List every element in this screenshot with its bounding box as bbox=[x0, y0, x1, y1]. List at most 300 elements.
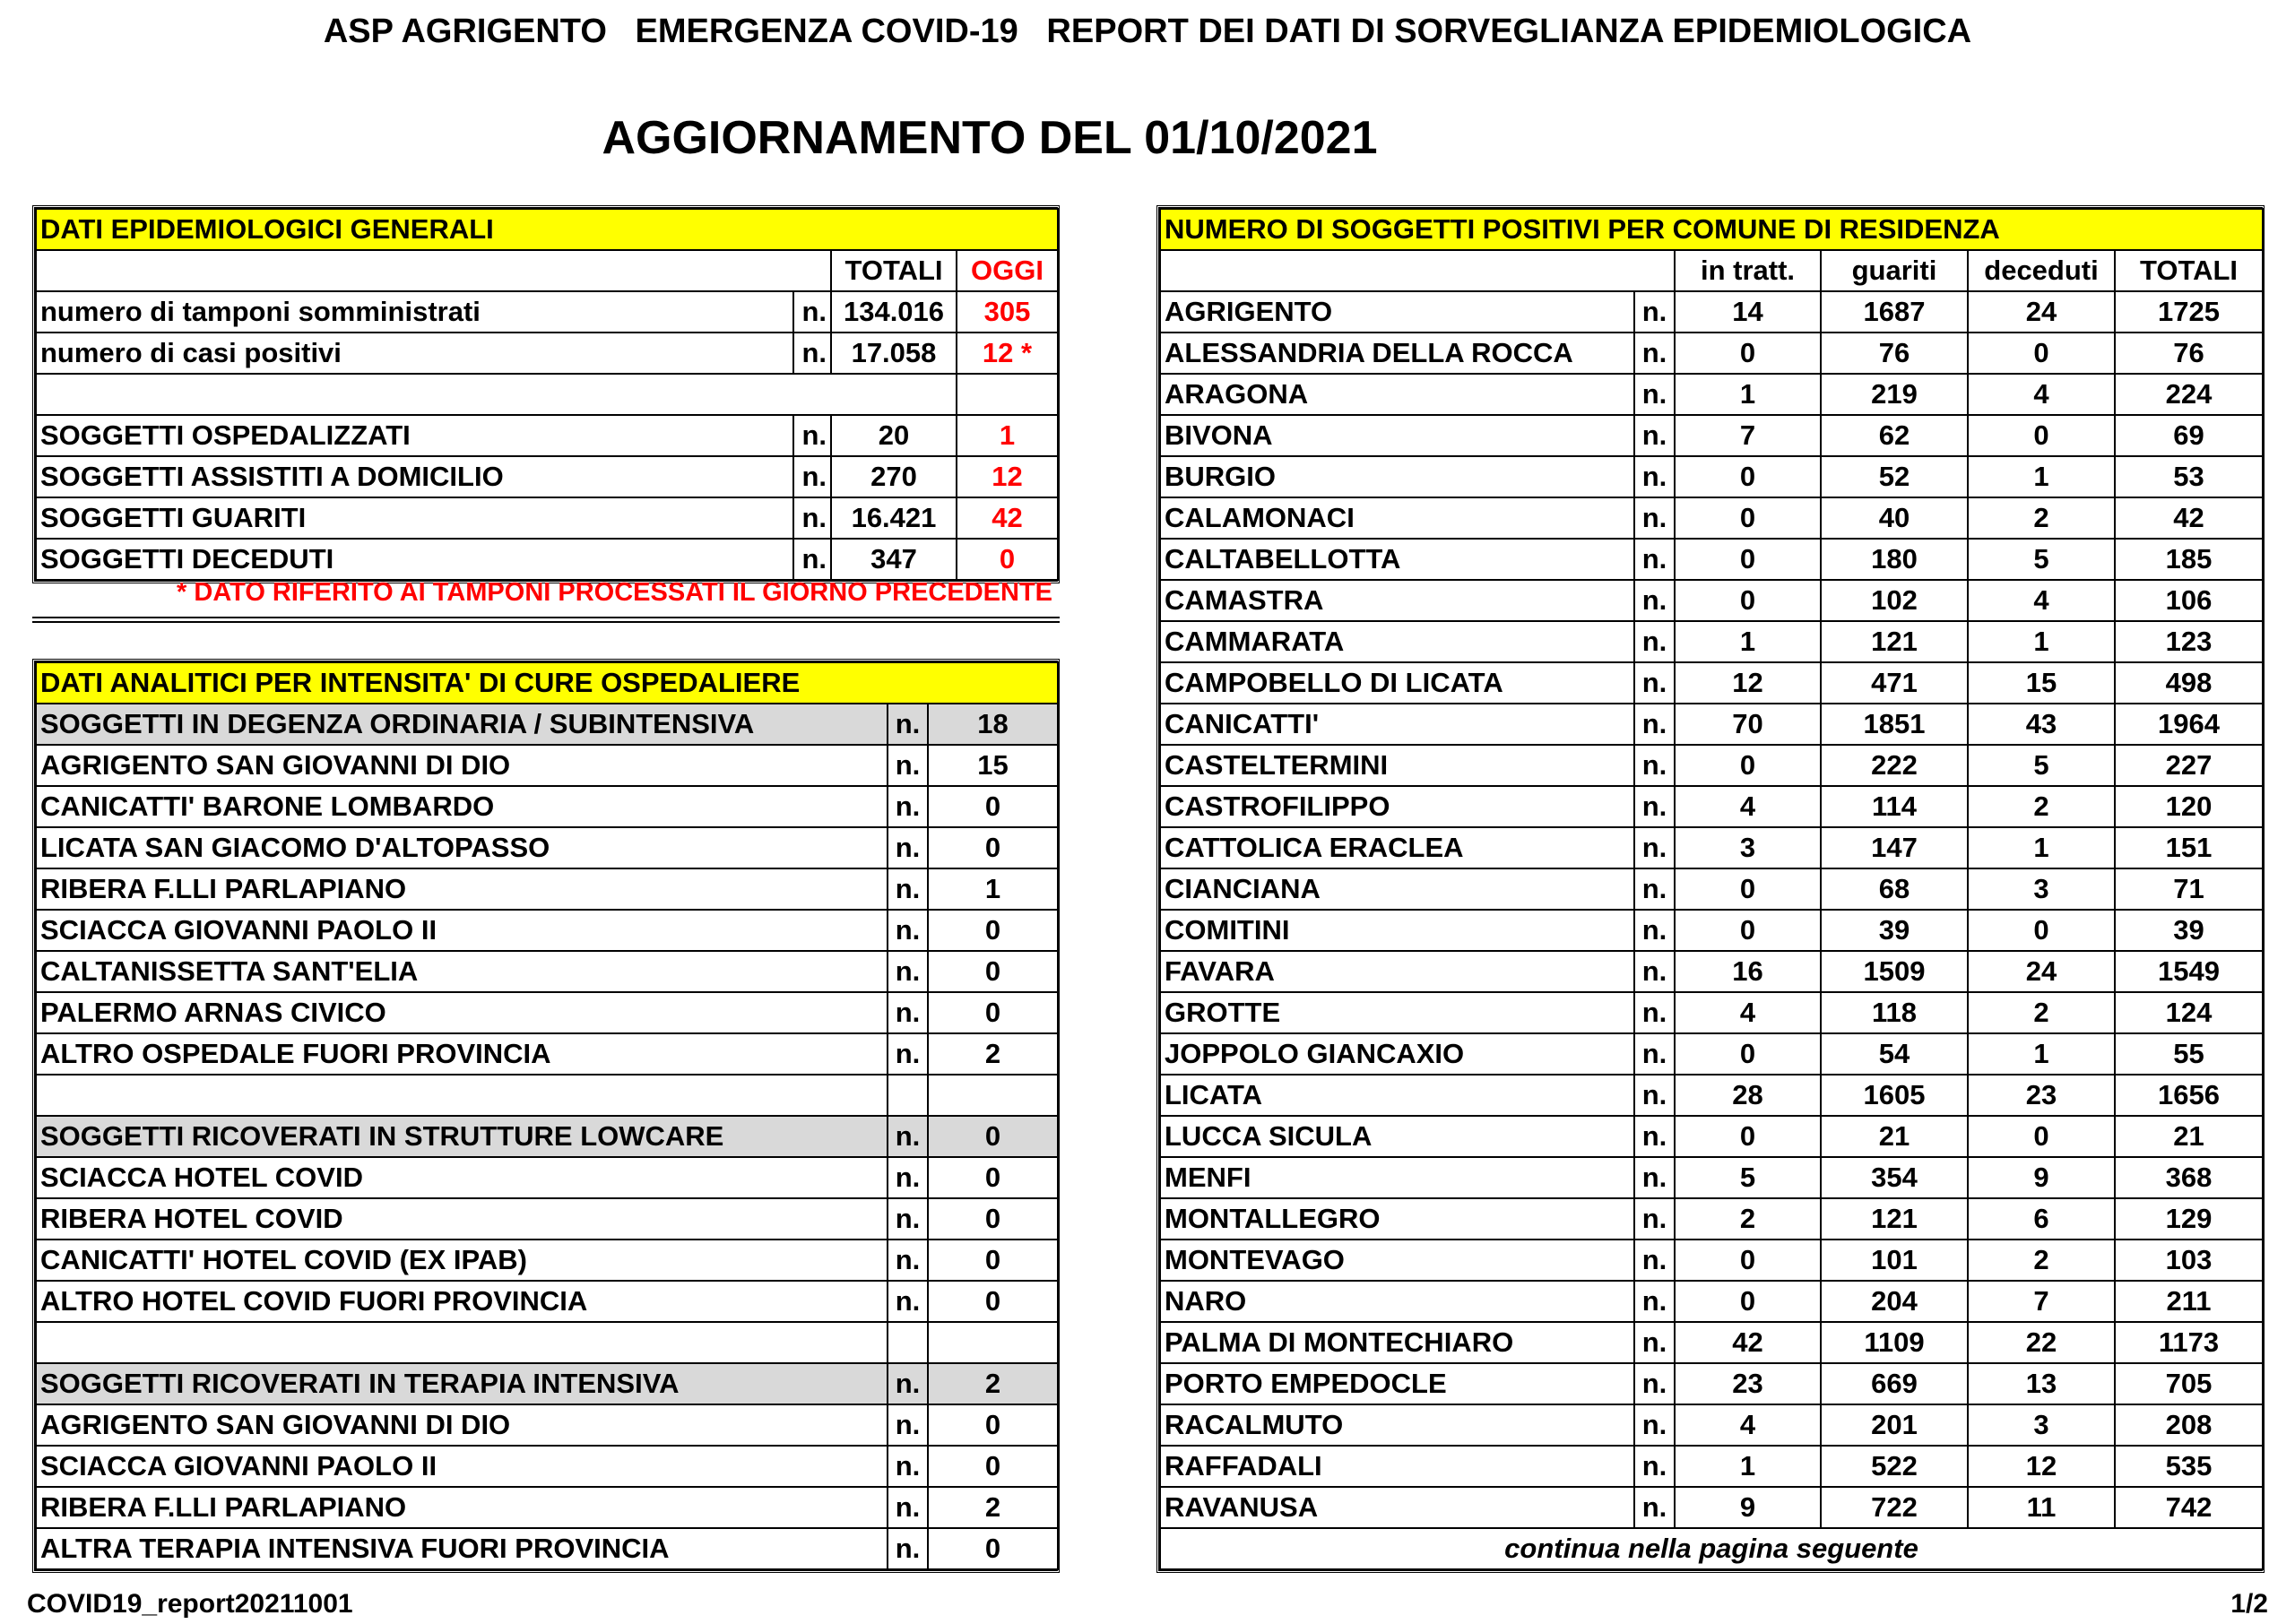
totali-value: 21 bbox=[2115, 1116, 2263, 1157]
guariti-value: 219 bbox=[1821, 374, 1968, 415]
n-marker: n. bbox=[1634, 745, 1675, 786]
in-tratt-value: 12 bbox=[1675, 662, 1821, 704]
n-marker: n. bbox=[1634, 291, 1675, 333]
hospital-value: 0 bbox=[928, 951, 1058, 992]
comune-name: CATTOLICA ERACLEA bbox=[1160, 827, 1634, 868]
hospital-row bbox=[36, 951, 1058, 992]
hospital-row bbox=[36, 1487, 1058, 1528]
municipal-row bbox=[1160, 580, 2263, 621]
hospital-row bbox=[36, 745, 1058, 786]
hospital-label bbox=[36, 1075, 888, 1116]
n-marker: n. bbox=[888, 910, 928, 951]
totali-value: 742 bbox=[2115, 1487, 2263, 1528]
general-label: SOGGETTI DECEDUTI bbox=[36, 539, 793, 580]
guariti-value: 522 bbox=[1821, 1446, 1968, 1487]
header-blank bbox=[1160, 250, 1675, 291]
n-marker: n. bbox=[793, 539, 831, 580]
guariti-value: 669 bbox=[1821, 1363, 1968, 1404]
in-tratt-value: 0 bbox=[1675, 539, 1821, 580]
col-guariti: guariti bbox=[1821, 250, 1968, 291]
in-tratt-value: 1 bbox=[1675, 621, 1821, 662]
municipal-row bbox=[1160, 992, 2263, 1033]
in-tratt-value: 0 bbox=[1675, 868, 1821, 910]
hospital-value: 2 bbox=[928, 1033, 1058, 1075]
totali-value: 42 bbox=[2115, 497, 2263, 539]
n-marker: n. bbox=[1634, 951, 1675, 992]
deceduti-value: 2 bbox=[1968, 786, 2115, 827]
in-tratt-value: 0 bbox=[1675, 910, 1821, 951]
spacer-row bbox=[36, 374, 957, 415]
hospital-group-row bbox=[36, 1363, 1058, 1404]
in-tratt-value: 3 bbox=[1675, 827, 1821, 868]
general-label: numero di casi positivi bbox=[36, 333, 793, 374]
comune-name: MENFI bbox=[1160, 1157, 1634, 1198]
hospital-label: AGRIGENTO SAN GIOVANNI DI DIO bbox=[36, 745, 888, 786]
in-tratt-value: 0 bbox=[1675, 1033, 1821, 1075]
municipal-row bbox=[1160, 1116, 2263, 1157]
general-row bbox=[36, 456, 1058, 497]
n-marker: n. bbox=[1634, 1240, 1675, 1281]
guariti-value: 40 bbox=[1821, 497, 1968, 539]
comune-name: CANICATTI' bbox=[1160, 704, 1634, 745]
hospital-value: 0 bbox=[928, 786, 1058, 827]
comune-name: CASTELTERMINI bbox=[1160, 745, 1634, 786]
municipal-row bbox=[1160, 1157, 2263, 1198]
hospital-row bbox=[36, 910, 1058, 951]
hospital-value: 0 bbox=[928, 1198, 1058, 1240]
municipal-row bbox=[1160, 374, 2263, 415]
hospital-value: 1 bbox=[928, 868, 1058, 910]
in-tratt-value: 42 bbox=[1675, 1322, 1821, 1363]
comune-name: ARAGONA bbox=[1160, 374, 1634, 415]
municipal-row bbox=[1160, 1363, 2263, 1404]
hospital-value: 0 bbox=[928, 1240, 1058, 1281]
general-data-title: DATI EPIDEMIOLOGICI GENERALI bbox=[36, 209, 1058, 250]
guariti-value: 1109 bbox=[1821, 1322, 1968, 1363]
comune-name: CIANCIANA bbox=[1160, 868, 1634, 910]
guariti-value: 722 bbox=[1821, 1487, 1968, 1528]
hospital-label: CANICATTI' BARONE LOMBARDO bbox=[36, 786, 888, 827]
continue-note: continua nella pagina seguente bbox=[1160, 1528, 2263, 1569]
in-tratt-value: 14 bbox=[1675, 291, 1821, 333]
hospital-label: RIBERA F.LLI PARLAPIANO bbox=[36, 1487, 888, 1528]
municipal-data-title: NUMERO DI SOGGETTI POSITIVI PER COMUNE DI RESIDENZA bbox=[1160, 209, 2263, 250]
hospital-value: 0 bbox=[928, 992, 1058, 1033]
n-marker: n. bbox=[888, 827, 928, 868]
totali-value: 39 bbox=[2115, 910, 2263, 951]
in-tratt-value: 0 bbox=[1675, 1240, 1821, 1281]
hospital-value: 0 bbox=[928, 1446, 1058, 1487]
hospital-value: 2 bbox=[928, 1363, 1058, 1404]
general-totali-value: 347 bbox=[831, 539, 957, 580]
deceduti-value: 24 bbox=[1968, 291, 2115, 333]
deceduti-value: 6 bbox=[1968, 1198, 2115, 1240]
n-marker: n. bbox=[1634, 456, 1675, 497]
hospital-label: SOGGETTI RICOVERATI IN STRUTTURE LOWCARE bbox=[36, 1116, 888, 1157]
n-marker bbox=[888, 1322, 928, 1363]
hospital-value bbox=[928, 1075, 1058, 1116]
totali-value: 106 bbox=[2115, 580, 2263, 621]
update-date-title: AGGIORNAMENTO DEL 01/10/2021 bbox=[602, 112, 1378, 164]
n-marker: n. bbox=[1634, 1033, 1675, 1075]
municipal-row bbox=[1160, 951, 2263, 992]
municipal-row bbox=[1160, 1322, 2263, 1363]
hospital-value: 0 bbox=[928, 1281, 1058, 1322]
comune-name: NARO bbox=[1160, 1281, 1634, 1322]
n-marker: n. bbox=[1634, 1198, 1675, 1240]
hospital-row bbox=[36, 1528, 1058, 1569]
hospital-label: PALERMO ARNAS CIVICO bbox=[36, 992, 888, 1033]
hospital-value: 0 bbox=[928, 827, 1058, 868]
hospital-row bbox=[36, 992, 1058, 1033]
comune-name: CAMPOBELLO DI LICATA bbox=[1160, 662, 1634, 704]
n-marker: n. bbox=[1634, 1446, 1675, 1487]
hospital-label: RIBERA HOTEL COVID bbox=[36, 1198, 888, 1240]
guariti-value: 201 bbox=[1821, 1404, 1968, 1446]
guariti-value: 471 bbox=[1821, 662, 1968, 704]
n-marker: n. bbox=[888, 1033, 928, 1075]
deceduti-value: 43 bbox=[1968, 704, 2115, 745]
footer-page-number: 1/2 bbox=[2230, 1589, 2268, 1619]
hospital-data-table bbox=[35, 661, 1059, 1570]
hospital-row bbox=[36, 868, 1058, 910]
n-marker: n. bbox=[1634, 333, 1675, 374]
n-marker: n. bbox=[793, 291, 831, 333]
n-marker: n. bbox=[793, 415, 831, 456]
hospital-value: 0 bbox=[928, 1404, 1058, 1446]
in-tratt-value: 16 bbox=[1675, 951, 1821, 992]
municipal-row bbox=[1160, 415, 2263, 456]
general-label: SOGGETTI GUARITI bbox=[36, 497, 793, 539]
hospital-value: 15 bbox=[928, 745, 1058, 786]
comune-name: PALMA DI MONTECHIARO bbox=[1160, 1322, 1634, 1363]
general-row bbox=[36, 415, 1058, 456]
comune-name: JOPPOLO GIANCAXIO bbox=[1160, 1033, 1634, 1075]
deceduti-value: 5 bbox=[1968, 539, 2115, 580]
comune-name: LICATA bbox=[1160, 1075, 1634, 1116]
municipal-row bbox=[1160, 910, 2263, 951]
spacer-row bbox=[36, 1075, 1058, 1116]
n-marker: n. bbox=[1634, 868, 1675, 910]
n-marker: n. bbox=[1634, 827, 1675, 868]
deceduti-value: 1 bbox=[1968, 827, 2115, 868]
municipal-row bbox=[1160, 1240, 2263, 1281]
hospital-label: ALTRO HOTEL COVID FUORI PROVINCIA bbox=[36, 1281, 888, 1322]
deceduti-value: 23 bbox=[1968, 1075, 2115, 1116]
hospital-value: 2 bbox=[928, 1487, 1058, 1528]
totali-value: 1549 bbox=[2115, 951, 2263, 992]
guariti-value: 147 bbox=[1821, 827, 1968, 868]
hospital-group-row bbox=[36, 704, 1058, 745]
totali-value: 211 bbox=[2115, 1281, 2263, 1322]
col-in-tratt: in tratt. bbox=[1675, 250, 1821, 291]
general-label: SOGGETTI OSPEDALIZZATI bbox=[36, 415, 793, 456]
comune-name: RAVANUSA bbox=[1160, 1487, 1634, 1528]
hospital-label: ALTRA TERAPIA INTENSIVA FUORI PROVINCIA bbox=[36, 1528, 888, 1569]
hospital-row bbox=[36, 1446, 1058, 1487]
guariti-value: 1851 bbox=[1821, 704, 1968, 745]
general-data-frame bbox=[32, 205, 1060, 583]
guariti-value: 121 bbox=[1821, 621, 1968, 662]
hospital-data-title: DATI ANALITICI PER INTENSITA' DI CURE OSPEDALIERE bbox=[36, 662, 1058, 704]
deceduti-value: 0 bbox=[1968, 415, 2115, 456]
hospital-value bbox=[928, 1322, 1058, 1363]
general-row bbox=[36, 539, 1058, 580]
n-marker: n. bbox=[888, 1240, 928, 1281]
in-tratt-value: 4 bbox=[1675, 1404, 1821, 1446]
hospital-value: 0 bbox=[928, 1116, 1058, 1157]
in-tratt-value: 4 bbox=[1675, 786, 1821, 827]
n-marker: n. bbox=[1634, 1363, 1675, 1404]
general-oggi-value: 12 bbox=[957, 456, 1058, 497]
municipal-row bbox=[1160, 1075, 2263, 1116]
municipal-row bbox=[1160, 1198, 2263, 1240]
comune-name: MONTEVAGO bbox=[1160, 1240, 1634, 1281]
hospital-row bbox=[36, 786, 1058, 827]
totali-value: 53 bbox=[2115, 456, 2263, 497]
n-marker: n. bbox=[1634, 621, 1675, 662]
deceduti-value: 12 bbox=[1968, 1446, 2115, 1487]
totali-value: 1725 bbox=[2115, 291, 2263, 333]
guariti-value: 121 bbox=[1821, 1198, 1968, 1240]
guariti-value: 204 bbox=[1821, 1281, 1968, 1322]
totali-value: 1964 bbox=[2115, 704, 2263, 745]
municipal-row bbox=[1160, 1487, 2263, 1528]
in-tratt-value: 9 bbox=[1675, 1487, 1821, 1528]
hospital-label: AGRIGENTO SAN GIOVANNI DI DIO bbox=[36, 1404, 888, 1446]
n-marker: n. bbox=[1634, 1116, 1675, 1157]
municipal-data-table bbox=[1159, 208, 2264, 1570]
in-tratt-value: 0 bbox=[1675, 745, 1821, 786]
general-row bbox=[36, 291, 1058, 333]
in-tratt-value: 0 bbox=[1675, 1281, 1821, 1322]
comune-name: CAMASTRA bbox=[1160, 580, 1634, 621]
n-marker: n. bbox=[888, 745, 928, 786]
n-marker: n. bbox=[1634, 992, 1675, 1033]
general-totali-value: 20 bbox=[831, 415, 957, 456]
general-oggi-value: 1 bbox=[957, 415, 1058, 456]
spacer-cell bbox=[957, 374, 1058, 415]
totali-value: 185 bbox=[2115, 539, 2263, 580]
hospital-label: SCIACCA HOTEL COVID bbox=[36, 1157, 888, 1198]
n-marker: n. bbox=[888, 786, 928, 827]
municipal-row bbox=[1160, 291, 2263, 333]
n-marker: n. bbox=[793, 456, 831, 497]
deceduti-value: 24 bbox=[1968, 951, 2115, 992]
municipal-row bbox=[1160, 497, 2263, 539]
totali-value: 71 bbox=[2115, 868, 2263, 910]
deceduti-value: 4 bbox=[1968, 580, 2115, 621]
deceduti-value: 2 bbox=[1968, 992, 2115, 1033]
in-tratt-value: 2 bbox=[1675, 1198, 1821, 1240]
municipal-row bbox=[1160, 1281, 2263, 1322]
general-label: numero di tamponi somministrati bbox=[36, 291, 793, 333]
deceduti-value: 4 bbox=[1968, 374, 2115, 415]
municipal-row bbox=[1160, 704, 2263, 745]
deceduti-value: 1 bbox=[1968, 621, 2115, 662]
guariti-value: 118 bbox=[1821, 992, 1968, 1033]
deceduti-value: 1 bbox=[1968, 1033, 2115, 1075]
guariti-value: 21 bbox=[1821, 1116, 1968, 1157]
totali-value: 705 bbox=[2115, 1363, 2263, 1404]
comune-name: RACALMUTO bbox=[1160, 1404, 1634, 1446]
municipal-row bbox=[1160, 1404, 2263, 1446]
guariti-value: 54 bbox=[1821, 1033, 1968, 1075]
comune-name: PORTO EMPEDOCLE bbox=[1160, 1363, 1634, 1404]
n-marker: n. bbox=[1634, 539, 1675, 580]
header-blank bbox=[36, 250, 831, 291]
deceduti-value: 15 bbox=[1968, 662, 2115, 704]
comune-name: FAVARA bbox=[1160, 951, 1634, 992]
n-marker: n. bbox=[793, 333, 831, 374]
comune-name: GROTTE bbox=[1160, 992, 1634, 1033]
totali-value: 208 bbox=[2115, 1404, 2263, 1446]
general-totali-value: 270 bbox=[831, 456, 957, 497]
n-marker: n. bbox=[1634, 497, 1675, 539]
in-tratt-value: 0 bbox=[1675, 1116, 1821, 1157]
totali-value: 1656 bbox=[2115, 1075, 2263, 1116]
n-marker: n. bbox=[888, 868, 928, 910]
hospital-data-frame bbox=[32, 659, 1060, 1573]
hospital-label: SCIACCA GIOVANNI PAOLO II bbox=[36, 910, 888, 951]
comune-name: RAFFADALI bbox=[1160, 1446, 1634, 1487]
guariti-value: 102 bbox=[1821, 580, 1968, 621]
hospital-value: 0 bbox=[928, 1528, 1058, 1569]
footer-filename: COVID19_report20211001 bbox=[27, 1589, 353, 1619]
hospital-row bbox=[36, 1281, 1058, 1322]
municipal-row bbox=[1160, 745, 2263, 786]
guariti-value: 62 bbox=[1821, 415, 1968, 456]
in-tratt-value: 23 bbox=[1675, 1363, 1821, 1404]
deceduti-value: 0 bbox=[1968, 1116, 2115, 1157]
general-oggi-value: 42 bbox=[957, 497, 1058, 539]
n-marker: n. bbox=[793, 497, 831, 539]
n-marker: n. bbox=[1634, 704, 1675, 745]
totali-value: 535 bbox=[2115, 1446, 2263, 1487]
n-marker: n. bbox=[888, 1116, 928, 1157]
comune-name: AGRIGENTO bbox=[1160, 291, 1634, 333]
guariti-value: 101 bbox=[1821, 1240, 1968, 1281]
general-label: SOGGETTI ASSISTITI A DOMICILIO bbox=[36, 456, 793, 497]
n-marker: n. bbox=[1634, 1281, 1675, 1322]
hospital-value: 0 bbox=[928, 910, 1058, 951]
hospital-label: ALTRO OSPEDALE FUORI PROVINCIA bbox=[36, 1033, 888, 1075]
guariti-value: 1605 bbox=[1821, 1075, 1968, 1116]
totali-value: 69 bbox=[2115, 415, 2263, 456]
hospital-value: 18 bbox=[928, 704, 1058, 745]
n-marker: n. bbox=[1634, 910, 1675, 951]
n-marker: n. bbox=[888, 1446, 928, 1487]
guariti-value: 52 bbox=[1821, 456, 1968, 497]
general-oggi-value: 0 bbox=[957, 539, 1058, 580]
comune-name: COMITINI bbox=[1160, 910, 1634, 951]
comune-name: CASTROFILIPPO bbox=[1160, 786, 1634, 827]
hospital-label: CALTANISSETTA SANT'ELIA bbox=[36, 951, 888, 992]
hospital-row bbox=[36, 1157, 1058, 1198]
guariti-value: 222 bbox=[1821, 745, 1968, 786]
municipal-row bbox=[1160, 827, 2263, 868]
n-marker: n. bbox=[1634, 1075, 1675, 1116]
col-deceduti: deceduti bbox=[1968, 250, 2115, 291]
municipal-data-frame bbox=[1156, 205, 2265, 1573]
comune-name: CALAMONACI bbox=[1160, 497, 1634, 539]
comune-name: LUCCA SICULA bbox=[1160, 1116, 1634, 1157]
n-marker: n. bbox=[888, 1404, 928, 1446]
n-marker: n. bbox=[888, 1157, 928, 1198]
in-tratt-value: 4 bbox=[1675, 992, 1821, 1033]
municipal-row bbox=[1160, 868, 2263, 910]
totali-value: 227 bbox=[2115, 745, 2263, 786]
hospital-label: SOGGETTI IN DEGENZA ORDINARIA / SUBINTENSIVA bbox=[36, 704, 888, 745]
deceduti-value: 0 bbox=[1968, 910, 2115, 951]
in-tratt-value: 70 bbox=[1675, 704, 1821, 745]
col-totali: TOTALI bbox=[2115, 250, 2263, 291]
n-marker: n. bbox=[888, 1487, 928, 1528]
municipal-row bbox=[1160, 1446, 2263, 1487]
in-tratt-value: 0 bbox=[1675, 497, 1821, 539]
n-marker: n. bbox=[1634, 1322, 1675, 1363]
in-tratt-value: 0 bbox=[1675, 580, 1821, 621]
totali-value: 1173 bbox=[2115, 1322, 2263, 1363]
comune-name: CAMMARATA bbox=[1160, 621, 1634, 662]
comune-name: MONTALLEGRO bbox=[1160, 1198, 1634, 1240]
municipal-row bbox=[1160, 1033, 2263, 1075]
deceduti-value: 9 bbox=[1968, 1157, 2115, 1198]
hospital-row bbox=[36, 1240, 1058, 1281]
in-tratt-value: 5 bbox=[1675, 1157, 1821, 1198]
guariti-value: 1509 bbox=[1821, 951, 1968, 992]
n-marker: n. bbox=[1634, 1487, 1675, 1528]
footnote-tamponi: * DATO RIFERITO AI TAMPONI PROCESSATI IL GIORNO PRECEDENTE bbox=[177, 578, 1052, 607]
deceduti-value: 1 bbox=[1968, 456, 2115, 497]
deceduti-value: 0 bbox=[1968, 333, 2115, 374]
n-marker: n. bbox=[888, 704, 928, 745]
municipal-row bbox=[1160, 662, 2263, 704]
n-marker: n. bbox=[888, 1528, 928, 1569]
totali-value: 498 bbox=[2115, 662, 2263, 704]
hospital-label: SCIACCA GIOVANNI PAOLO II bbox=[36, 1446, 888, 1487]
hospital-label: RIBERA F.LLI PARLAPIANO bbox=[36, 868, 888, 910]
n-marker: n. bbox=[888, 1281, 928, 1322]
deceduti-value: 22 bbox=[1968, 1322, 2115, 1363]
comune-name: BIVONA bbox=[1160, 415, 1634, 456]
general-oggi-value: 12 * bbox=[957, 333, 1058, 374]
totali-value: 76 bbox=[2115, 333, 2263, 374]
n-marker: n. bbox=[888, 951, 928, 992]
hospital-value: 0 bbox=[928, 1157, 1058, 1198]
general-totali-value: 16.421 bbox=[831, 497, 957, 539]
deceduti-value: 5 bbox=[1968, 745, 2115, 786]
hospital-label: SOGGETTI RICOVERATI IN TERAPIA INTENSIVA bbox=[36, 1363, 888, 1404]
guariti-value: 114 bbox=[1821, 786, 1968, 827]
hospital-label: CANICATTI' HOTEL COVID (EX IPAB) bbox=[36, 1240, 888, 1281]
guariti-value: 1687 bbox=[1821, 291, 1968, 333]
guariti-value: 180 bbox=[1821, 539, 1968, 580]
n-marker bbox=[888, 1075, 928, 1116]
guariti-value: 39 bbox=[1821, 910, 1968, 951]
municipal-row bbox=[1160, 621, 2263, 662]
in-tratt-value: 1 bbox=[1675, 374, 1821, 415]
general-row bbox=[36, 333, 1058, 374]
totali-value: 55 bbox=[2115, 1033, 2263, 1075]
totali-value: 124 bbox=[2115, 992, 2263, 1033]
totali-value: 120 bbox=[2115, 786, 2263, 827]
general-totali-value: 17.058 bbox=[831, 333, 957, 374]
totali-value: 224 bbox=[2115, 374, 2263, 415]
hospital-label bbox=[36, 1322, 888, 1363]
n-marker: n. bbox=[888, 1363, 928, 1404]
n-marker: n. bbox=[1634, 415, 1675, 456]
